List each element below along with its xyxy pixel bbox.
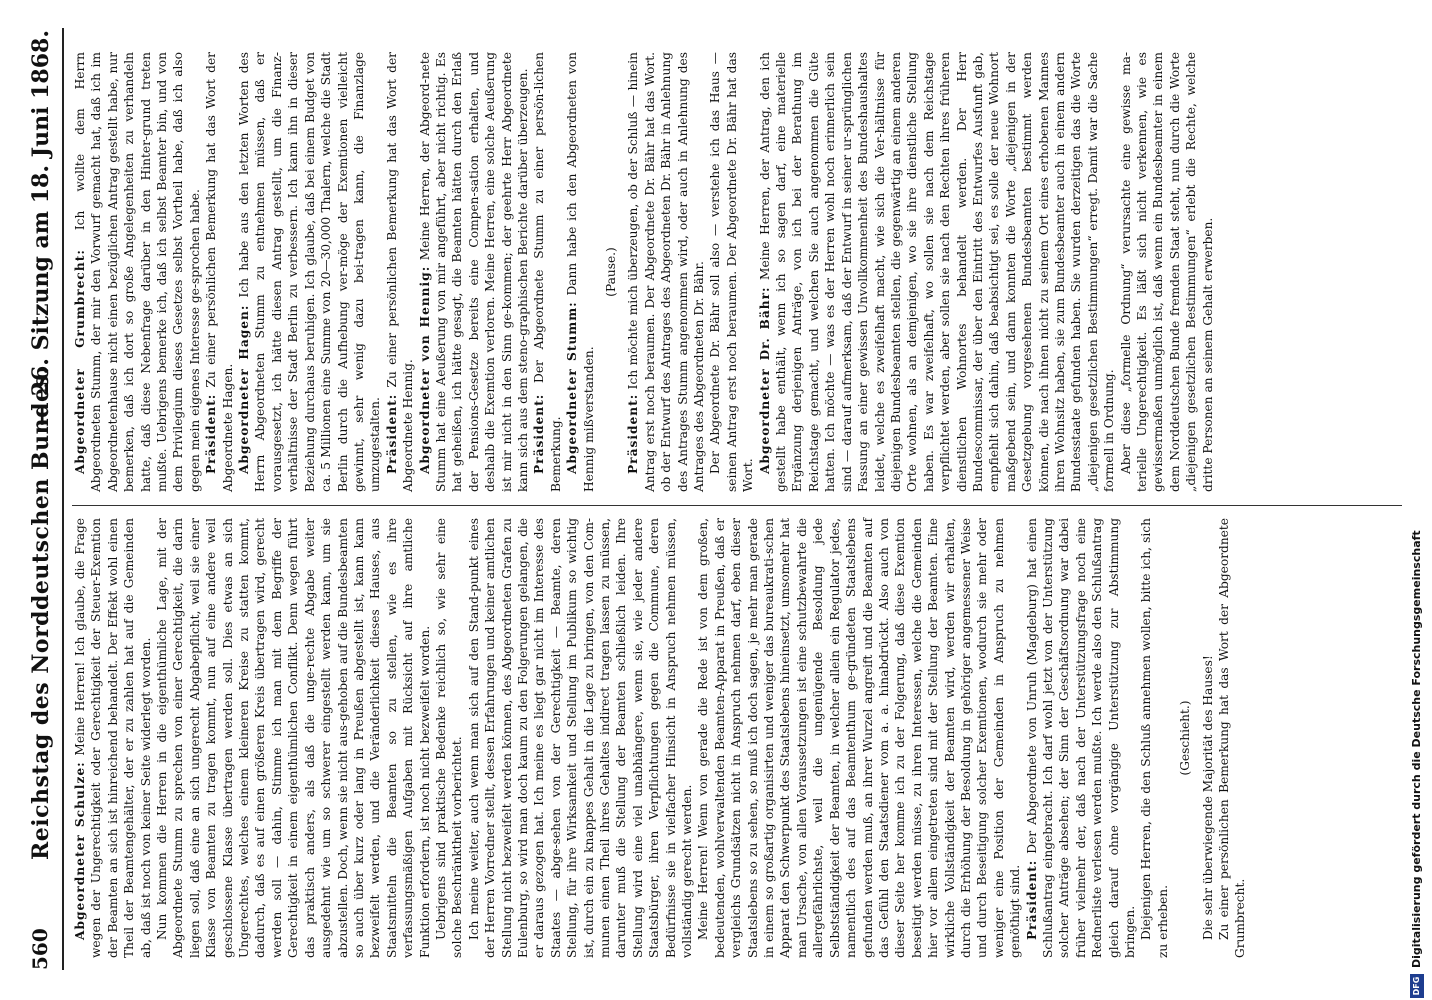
paragraph	[1216, 518, 1249, 958]
column-divider	[72, 505, 1402, 506]
page-number: 560	[28, 928, 52, 970]
page-header	[22, 30, 62, 970]
paragraph	[531, 52, 564, 492]
speaker-name: Abgeordneter Stumm:	[565, 301, 580, 474]
right-column	[72, 52, 1216, 492]
paragraph	[433, 518, 466, 958]
paragraph-text: Nun kommen die Herren in die eigenthümliche Lage, mit der Abgeordnete Stumm zu sprechen von einer Gerechtigkeit, die darin liegen soll, daß eine an sich ungerecht Abgabepflicht, weil sie einer Klasse von Beamten zu tragen kommt, nun auf eine andere weil geschlossene Klasse übertragen werden soll. Dies etwas an sich Ungerechtes, welches einem kleineren Kreise zu statten kommt, dadurch, daß es auf einen größeren Kreis übertragen wird, gerecht werden soll — dahin, Stimme ich man mit dem Begriffe der Gerechtigkeit in einem eigenthümlichen Conflikt. Denn wegen führt das praktisch anders, als daß die unge-rechte Abgabe weiter ausgedehnt wie um so schwerer eingestellt werden kann, um sie abzustellen. Doch, wenn sie nicht aus-gehoben auf die Bundesbeamten so auch über kurz oder lang in Preußen abgestellt ist, kann kann bezweifelt werden, und die Veränderlichkeit dieses Hauses, aus Staatsmitteln die Beamten so zu stellen, wie es ihre verfassungsmäßigen Aufgaben mit Rücksicht auf ihre amtliche Funktion erfordern, ist noch nicht bezweifelt worden.	[155, 518, 432, 958]
speaker-name: Abgeordneter Dr. Bähr:	[757, 286, 772, 474]
paragraph	[695, 518, 1023, 958]
paragraph	[154, 518, 433, 958]
paragraph-text: Ich habe aus den letzten Worten des Herrn Abgeordneten Stumm zu entnehmen müssen, daß er vorausgesetzt, ich hätte diesen Antrag gestellt, um die Finanz-verhältnisse der Stadt Berlin zu verbessern. Ich kann ihn in dieser Beziehung durchaus beruhigen. Ich glaube, daß bei einem Budget von ca. 5 Millionen eine Summe von 20—30,000 Thalern, welche die Stadt Berlin durch die Aufhebung ver-möge der Exemtionen vielleicht gewinnt, sehr wenig dazu bei-tragen kann, die Finanzlage umzugestalten.	[237, 52, 383, 492]
paragraph	[1024, 518, 1139, 958]
paragraph	[1138, 518, 1171, 958]
paragraph-text: Meine Herren, der Abgeord-nete Stumm hat eine Aeußerung von mir angeführt, aber nicht richtig. Es hat geheißen, ich hätte gesagt, die Beamten hätten durch den Erlaß der Pensions-Gesetze bereits eine Compen-sation erhalten, und deshalb die Exemtion verloren. Meine Herren, eine solche Aeußerung ist mir nicht in den Sinn ge-kommen; der geehrte Herr Abgeordnete kann sich aus dem steno-graphischen Berichte darüber überzeugen.	[417, 52, 530, 492]
speaker-name: Präsident:	[204, 393, 219, 474]
paragraph-text: Uebrigens sind praktische Bedenke reichlich so, wie sehr eine solche Beschränktheit vorberichtet.	[433, 518, 465, 958]
paragraph-text: Meine Herren! Ich glaube, die Frage wegen der Ungerechtigkeit oder Gerechtigkeit der Steuer-Exemtion der Beamten an sich ist hinreichend behandelt. Der Effekt wohl einen Theil der Beamtengehälter, der er zu zahlen hat auf die Gemeinden ab, daß ist noch von keiner Seite widerlegt worden.	[73, 518, 153, 958]
page-title: Reichstag des Norddeutschen Bundes.	[28, 366, 54, 860]
paragraph-text: Zu einer persönlichen Bemerkung hat das Wort der Abgeordnete Hennig.	[384, 52, 416, 492]
paragraph-text: Ich möchte mich überzeugen, ob der Schluß — hinein Antrag erst noch beraumen. Der Abgeordnete Dr. Bähr hat das Wort. ob der Entwurf des Antrages des Abgeordneten Dr. Bähr in Anlehnung des Antrages Stumm angenommen wird, oder auch in Anlehnung des Antrages des Abgeordneten Dr. Bähr.	[626, 52, 707, 492]
paragraph	[1177, 518, 1193, 958]
paragraph	[707, 52, 756, 492]
paragraph-text: Ich wollte dem Herrn Abgeordneten Stumm, der mir den Vorwurf gemacht hat, daß ich im Abgeordnetenhause nicht einen bezüglichen Antrag gestellt habe, nur bemerken, daß ich dort so große Angelegenheiten zu verhandeln hatte, daß diese Nebenfrage darüber in den Hinter-grund treten mußte. Uebrigens bemerke ich, daß ich selbst Beamter bin, und von dem Privilegium dieses Gesetzes selbst Vortheil habe, daß ich also gegen mein eigenes Interesse ge-sprochen habe.	[73, 52, 202, 492]
paragraph-text: Meine Herren! Wenn von gerade die Rede ist von dem großen, bedeutenden, wohlverwaltenden Beamten-Apparat in Preußen, daß er vergleichs Grundsätzen nicht in Anspruch nehmen darf, eben dieser Staatslebens so zu sehen, so muß ich doch sagen, je mehr man gerade in einem so großartig organisirten und weniger das bureaukrati-schen Apparat den Schwerpunkt des Staatslebens hineinsetzt, umsomehr hat man Ursache, von allen Voraussetzungen ist eine schutzbewahrte die allergefährlichste, weil die ungenügende Besoldung jede Selbstständigkeit der Beamten, in welcher allein ein Regulator jedes, namentlich des auf das Beamtenthum ge-gründeten Staatslebens gefunden werden muß, an ihrer Wurzel angreift und die Beamten auf das Gefühl den Staatsdiener vom a. a. hinabdrückt. Also auch von dieser Seite her komme ich zu der Folgerung, daß diese Exemtion beseitigt werden müsse, zu ihren Interessen, welche die Gemeinden hier vor allem eingetreten sind mit der Stellung der Beamten. Eine wirkliche Vollständigkeit der Beamten wird, werden wir erhalten, durch die Erhöhung der Besoldung in gehöriger angemessener Weise und durch Beseitigung solcher Exemtionen, wodurch sie mehr oder weniger eine Position der Gemeinden in Anspruch zu nehmen genöthigt sind.	[696, 518, 1023, 958]
paragraph-text: Diejenigen Herren, die den Schluß annehmen wollen, bitte ich, sich zu erheben.	[1139, 518, 1170, 958]
paragraph-text: (Geschieht.)	[1178, 700, 1193, 776]
paragraph	[625, 52, 707, 492]
paragraph-text: Aber diese „formelle Ordnung“ verursachte eine gewisse ma-terielle Ungerechtigkeit. Es läßt sich nicht verkennen, wie es gewissermaßen unmöglich ist, daß wenn ein Bundesbeamter in einem dem Norddeutschen Bunde fremden Staat steht, nun durch die Worte „diejenigen gesetzlichen Bestimmungen“ erlebt die Rechte, welche dritte Personen an seinem Gehalt erwerben.	[1118, 52, 1215, 492]
paragraph	[72, 52, 203, 492]
paragraph	[564, 52, 597, 492]
paragraph-text: Meine Herren, der Antrag, den ich gestellt habe enthält, wenn ich so sagen darf, eine materielle Ergänzung derjenigen Anträge, von ich bei der Berathung im Reichstage gemacht, und welchen Sie auch angenommen die Güte hatten. Ich möchte — was es der Herren wohl noch erinnerlich sein sind — darauf aufmerksam, daß der Entwurf in seiner ur-sprünglichen Fassung an einer gewissen Unvollkommenheit des Bundeshaushaltes leidet, welche es zweifelhaft macht, wie sich die Ver-hältnisse für diejenigen Bundesbeamten stellen, die gegenwärtig an einem anderen Orte wohnen, als an demjenigen, wo sie ihre dienstliche Stellung haben. Es war zweifelhaft, wo sollen sie nach dem Reichstage verpflichtet werden, aber sollen sie nach den Rechten ihres früheren dienstlichen Wohnortes behandelt werden. Der Herr Bundescommissar, der über den Eintritt des Entwurfes Ausfunft gab, empfiehlt sich dahin, daß beabsichtigt sei, es solle der neue Wohnort maßgebend sein, und dann konnten die Worte „diejenigen in der Gesetzgebung vorgesehenen Bundesbeamten bestimmt werden können, die nach ihnen nicht zu seinem Ort eines erhobenen Mannes ihren Wohnsitz haben, sie zum Bundesbeamter auch in einem andern Bundesstaate gefunden haben. Sie wurden derzeitigen das die Worte „diejenigen gesetzlichen Bestimmungen“ erregt. Damit war die Sache formell in Ordnung.	[757, 52, 1117, 492]
speaker-name: Präsident:	[532, 393, 547, 474]
paragraph-text: Ich meine weiter, auch wenn man sich auf den Stand-punkt eines der Herren Vorredner stellt, dessen Erfahrungen und keiner amtlichen Stellung nicht bezweifelt werden können, des Abgeordneten Grafen zu Eulenburg, so wird man doch kaum zu den Folgerungen gelangen, die er daraus gezogen hat. Ich meine es liegt gar nicht im Interesse des Staates — abge-sehen von der Gerechtigkeit — Beamte, deren Stellung, für ihre Wirksamkeit und Stellung im Publikum so wichtig ist, durch ein zu knappes Gehalt in die Lage zu bringen, von den Com-munen einen Theil ihres Gehaltes indirect tragen lassen zu müssen, darunter muß die Stellung der Beamten schließlich leiden. Ihre Stellung wird eine viel unabhängere, wenn sie, wie jeder andere Staatsbürger, ihren Verpflichtungen gegen die Commune, deren Bedürfnisse sie in vielfacher Hinsicht in Anspruch nehmen müssen, vollständig gerecht werden.	[466, 518, 695, 958]
speaker-name: Präsident:	[1024, 859, 1039, 940]
paragraph-text: Zu einer persönlichen Bemerkung hat das Wort der Abgeordnete Grumbrecht.	[1217, 518, 1248, 958]
speaker-name: Abgeordneter Schulze:	[73, 761, 87, 940]
paragraph-text: (Pause.)	[604, 247, 618, 297]
paragraph	[203, 52, 236, 492]
paragraph-text: Dann habe ich den Abgeordneten von Hennig mißverstanden.	[565, 52, 596, 492]
dfg-logo-icon: DFG	[1410, 974, 1424, 998]
paragraph-text: Die sehr überwiegende Majorität des Hauses!	[1200, 655, 1215, 940]
speaker-name: Präsident:	[384, 393, 399, 474]
speaker-name: Abgeordneter Grumbrecht:	[73, 249, 87, 474]
paragraph	[1200, 518, 1216, 958]
footer-credit: Digitalisierung gefördert durch die Deutsche Forschungsgemeinschaft	[1410, 530, 1423, 968]
paragraph	[466, 518, 696, 958]
paragraph	[384, 52, 417, 492]
paragraph	[757, 52, 1118, 492]
header-rule	[62, 28, 64, 970]
paragraph-text: Zu einer persönlichen Bemerkung hat das Wort der Abgeordnete Hagen.	[204, 52, 235, 492]
speaker-name: Präsident:	[626, 393, 641, 474]
page-footer	[1404, 0, 1430, 1000]
paragraph-text: Der Abgeordnete von Unruh (Magdeburg) hat einen Schlußantrag eingebracht. Ich darf wohl jetzt von der Unterstützung solcher Anträge absehen; der Sinn der Geschäftsordnung war dabei früher vielmehr der, daß nach der Unterstützungsfrage noch eine Rednerliste verlesen werden mußte. Ich werde also den Schlußantrag gleich darauf ohne vorgängige Unterstützung zur Abstimmung bringen.	[1024, 518, 1137, 958]
left-column	[72, 518, 1249, 958]
paragraph-text: Der Abgeordnete Dr. Bähr soll also — verstehe ich das Haus — seinen Antrag erst noch beraumen. Der Abgeordnete Dr. Bähr hat das Wort.	[708, 52, 756, 492]
paragraph-text: Der Abgeordnete Stumm zu einer persön-lichen Bemerkung.	[532, 52, 563, 492]
paragraph	[603, 52, 619, 492]
paragraph	[72, 518, 154, 958]
paragraph	[236, 52, 384, 492]
speaker-name: Abgeordneter Hagen:	[237, 304, 252, 474]
paragraph	[1118, 52, 1216, 492]
speaker-name: Abgeordneter von Hennig:	[417, 265, 432, 474]
paragraph	[417, 52, 532, 492]
session-date: — 26. Sitzung am 18. Juni 1868.	[28, 30, 54, 426]
